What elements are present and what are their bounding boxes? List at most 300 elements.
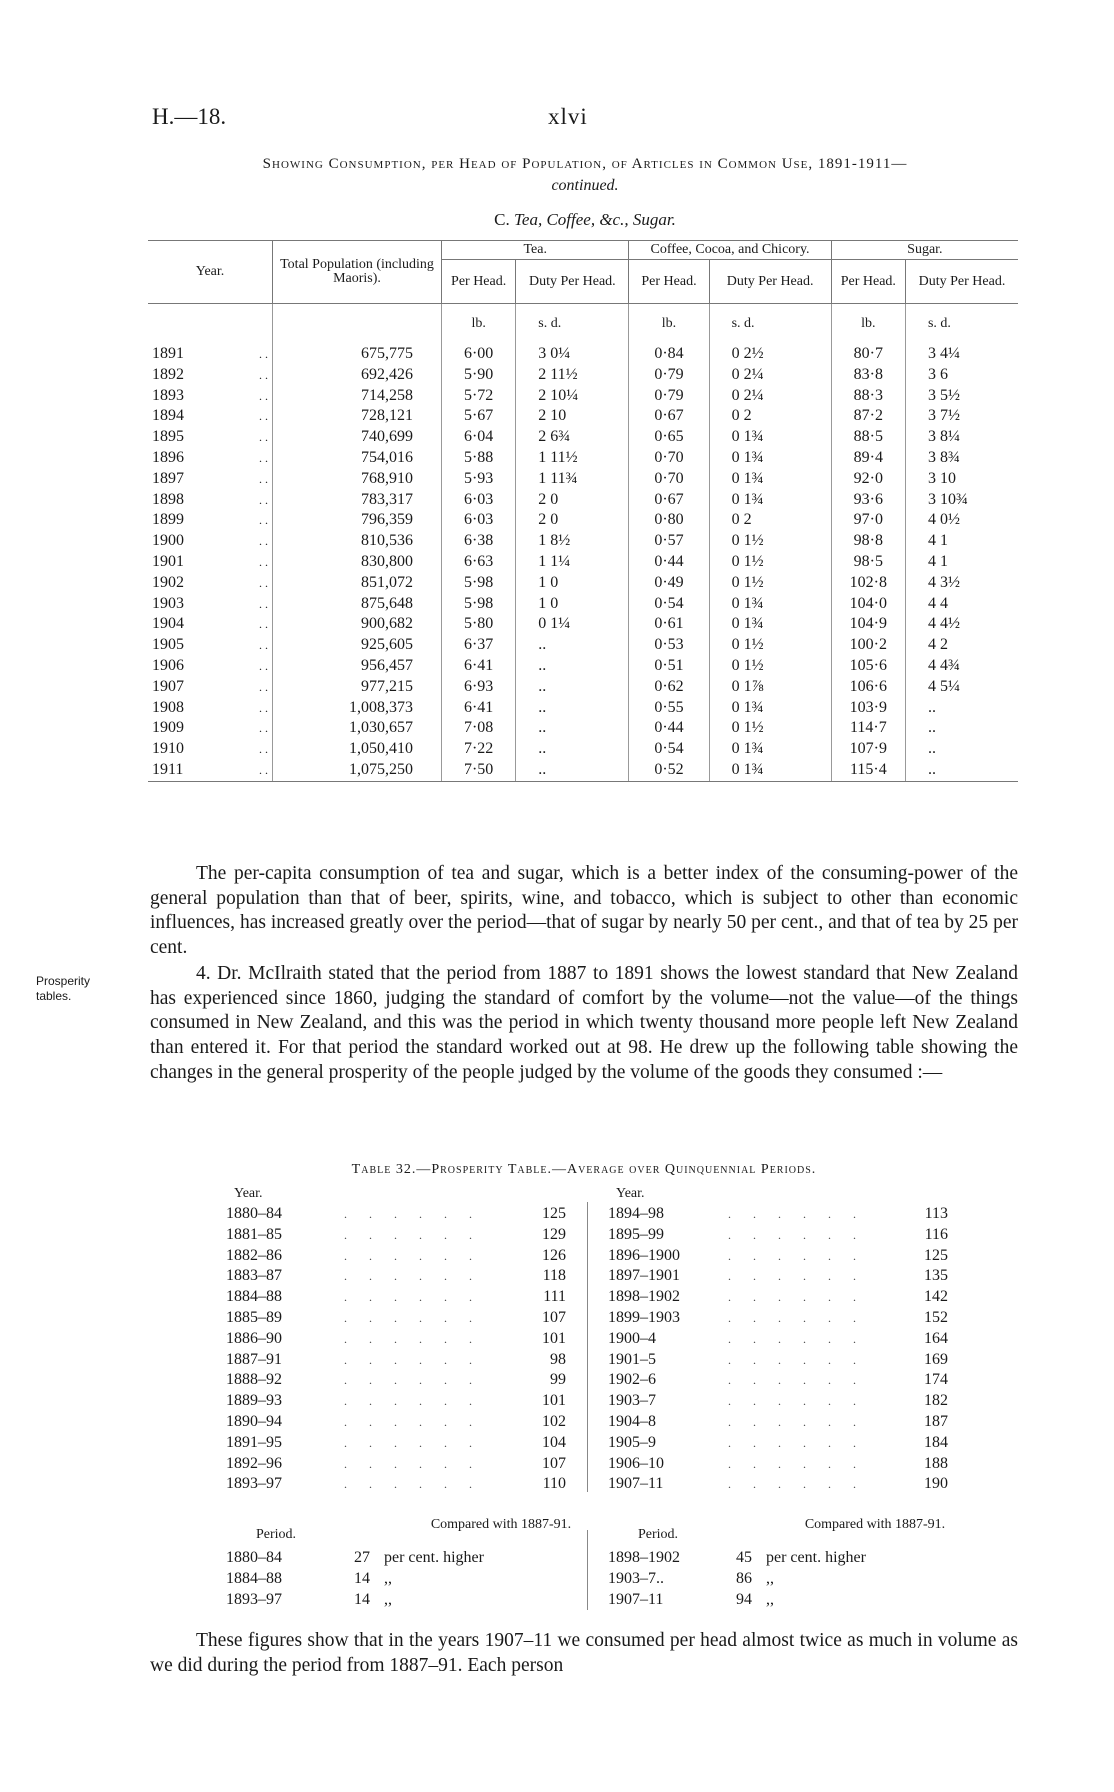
- prosperity-value: 125: [924, 1246, 948, 1264]
- row-sugar-per-head: 104·9: [831, 614, 905, 635]
- row-tea-duty: 0 1¼: [516, 614, 629, 635]
- comparison-row: [226, 1590, 576, 1611]
- prosperity-period: 1893–97: [226, 1475, 282, 1493]
- row-sugar-duty: 3 4¼: [905, 344, 1018, 365]
- consumption-table: [148, 240, 1018, 782]
- prosperity-value: 98: [550, 1350, 566, 1368]
- row-sugar-duty: 3 5½: [905, 386, 1018, 407]
- row-coffee-per-head: 0·55: [629, 698, 709, 719]
- row-leader-dots: . .: [259, 388, 268, 403]
- prosperity-period: 1905–9: [608, 1433, 656, 1451]
- table-subtitle-prefix: C.: [494, 210, 510, 229]
- prosperity-period: 1901–5: [608, 1350, 656, 1368]
- row-tea-per-head: 7·50: [442, 760, 516, 781]
- prosperity-period: 1892–96: [226, 1454, 282, 1472]
- row-tea-duty: 1 8½: [516, 531, 629, 552]
- row-year: 1903: [152, 594, 184, 612]
- prosperity-row: [608, 1204, 948, 1225]
- prosperity-leader-dots: ......: [728, 1207, 878, 1221]
- comparison-period: 1880–84: [226, 1549, 282, 1566]
- prosperity-row: [226, 1287, 566, 1308]
- row-year: 1904: [152, 615, 184, 633]
- comparison-row: [226, 1569, 576, 1590]
- comparison-note: ,,: [384, 1569, 392, 1587]
- prosperity-row: [608, 1266, 948, 1287]
- row-sugar-duty: ..: [905, 718, 1018, 739]
- prosperity-period: 1896–1900: [608, 1246, 680, 1264]
- prosperity-value: 104: [542, 1433, 566, 1451]
- row-year: 1909: [152, 719, 184, 737]
- row-coffee-duty: 0 1¾: [709, 427, 831, 448]
- prosperity-period: 1885–89: [226, 1308, 282, 1326]
- prosperity-row: [226, 1412, 566, 1433]
- table-row: [148, 427, 1018, 448]
- paragraph-3: These figures show that in the years 1907–11 we consumed per head almost twice as much in volume as we did during the period from 1887–91. Each person: [150, 1630, 1018, 1676]
- prosperity-row: [226, 1474, 566, 1495]
- prosperity-period: 1890–94: [226, 1412, 282, 1430]
- prosperity-row: [608, 1433, 948, 1454]
- prosperity-period: 1907–11: [608, 1475, 664, 1493]
- row-sugar-duty: 3 10: [905, 469, 1018, 490]
- row-tea-per-head: 6·41: [442, 698, 516, 719]
- row-tea-duty: 2 11½: [516, 365, 629, 386]
- row-tea-per-head: 6·03: [442, 510, 516, 531]
- table-row: [148, 698, 1018, 719]
- row-sugar-duty: 3 8¾: [905, 448, 1018, 469]
- consumption-table-body: [148, 304, 1018, 782]
- prosperity-value: 126: [542, 1246, 566, 1264]
- prosperity-row: [226, 1433, 566, 1454]
- table-row: [148, 635, 1018, 656]
- row-coffee-per-head: 0·70: [629, 469, 709, 490]
- prosperity-row: [608, 1287, 948, 1308]
- prosperity-row: [226, 1225, 566, 1246]
- row-sugar-per-head: 97·0: [831, 510, 905, 531]
- table-row: [148, 469, 1018, 490]
- row-sugar-per-head: 92·0: [831, 469, 905, 490]
- prosperity-period: 1883–87: [226, 1267, 282, 1285]
- prosperity-value: 113: [924, 1205, 948, 1222]
- row-year: 1900: [152, 532, 184, 550]
- prosperity-period: 1906–10: [608, 1454, 664, 1472]
- row-year: 1906: [152, 656, 184, 674]
- row-population: 768,910: [273, 469, 442, 490]
- units-row: [148, 304, 1018, 345]
- row-tea-per-head: 6·04: [442, 427, 516, 448]
- row-coffee-per-head: 0·67: [629, 406, 709, 427]
- prosperity-table-title: Table 32.—Prosperity Table.—Average over Quinquennial Periods.: [351, 1162, 817, 1177]
- comparison-row: [608, 1548, 958, 1569]
- row-sugar-per-head: 107·9: [831, 739, 905, 760]
- row-sugar-duty: ..: [905, 760, 1018, 781]
- row-sugar-duty: 4 0½: [905, 510, 1018, 531]
- row-tea-duty: ..: [516, 739, 629, 760]
- prosperity-leader-dots: ......: [728, 1456, 878, 1471]
- prosperity-divider: [587, 1202, 588, 1492]
- row-coffee-duty: 0 1¾: [709, 448, 831, 469]
- row-leader-dots: . .: [259, 450, 268, 465]
- row-population: 728,121: [273, 406, 442, 427]
- row-tea-duty: 1 1¼: [516, 552, 629, 573]
- prosperity-leader-dots: ......: [728, 1352, 878, 1367]
- prosperity-leader-dots: ......: [344, 1435, 494, 1450]
- comparison-row: [608, 1590, 958, 1611]
- table-row: [148, 490, 1018, 511]
- prosperity-period: 1895–99: [608, 1225, 664, 1243]
- row-sugar-duty: 4 2: [905, 635, 1018, 656]
- prosperity-period: 1900–4: [608, 1329, 656, 1347]
- row-year: 1894: [152, 407, 184, 425]
- paragraph-1: The per-capita consumption of tea and sugar, which is a better index of the consuming-power of the general population than that of beer, spirits, wine, and tobacco, which is subject to other than economic influences, has increased greatly over the period—that of sugar by nearly 50 per cent., and that of tea by 25 per cent.: [150, 863, 1018, 959]
- row-coffee-per-head: 0·51: [629, 656, 709, 677]
- row-population: 830,800: [273, 552, 442, 573]
- prosperity-row: [226, 1370, 566, 1391]
- row-sugar-per-head: 93·6: [831, 490, 905, 511]
- row-population: 1,050,410: [273, 739, 442, 760]
- prosperity-value: 184: [924, 1433, 948, 1451]
- row-coffee-per-head: 0·61: [629, 614, 709, 635]
- prosperity-period: 1887–91: [226, 1350, 282, 1368]
- col-tea-header: Tea.: [442, 241, 629, 260]
- row-population: 675,775: [273, 344, 442, 365]
- row-year: 1901: [152, 552, 184, 570]
- row-tea-duty: 2 10¼: [516, 386, 629, 407]
- row-tea-duty: 1 11¾: [516, 469, 629, 490]
- coffee-duty-unit: s. d.: [709, 304, 831, 345]
- row-tea-per-head: 6·03: [442, 490, 516, 511]
- row-population: 851,072: [273, 573, 442, 594]
- prosperity-period: 1899–1903: [608, 1308, 680, 1326]
- row-coffee-duty: 0 2: [709, 510, 831, 531]
- row-sugar-per-head: 102·8: [831, 573, 905, 594]
- comparison-period: 1893–97: [226, 1590, 282, 1608]
- comparison-left-period-header: Period.: [255, 1527, 297, 1542]
- row-population: 956,457: [273, 656, 442, 677]
- prosperity-leader-dots: ......: [728, 1290, 878, 1305]
- row-leader-dots: . .: [226, 760, 273, 781]
- row-population: 925,605: [273, 635, 442, 656]
- paragraph-mcilraith: [150, 962, 1018, 1086]
- prosperity-row: [608, 1225, 948, 1246]
- comparison-right-compared-header: Compared with 1887-91.: [804, 1517, 946, 1532]
- prosperity-row: [608, 1308, 948, 1329]
- row-sugar-duty: 3 6: [905, 365, 1018, 386]
- coffee-unit: lb.: [629, 304, 709, 345]
- row-sugar-per-head: 80·7: [831, 344, 905, 365]
- row-sugar-duty: 3 10¾: [905, 490, 1018, 511]
- row-sugar-per-head: 106·6: [831, 677, 905, 698]
- prosperity-row: [226, 1391, 566, 1412]
- row-tea-duty: 1 0: [516, 594, 629, 615]
- prosperity-value: 110: [542, 1475, 566, 1493]
- tea-duty-unit: s. d.: [516, 304, 629, 345]
- prosperity-leader-dots: ......: [728, 1331, 878, 1346]
- table-row: [148, 594, 1018, 615]
- prosperity-value: 102: [542, 1412, 566, 1430]
- prosperity-row: [608, 1350, 948, 1371]
- row-coffee-duty: 0 1½: [709, 552, 831, 573]
- row-sugar-duty: 4 1: [905, 552, 1018, 573]
- prosperity-leader-dots: ......: [344, 1331, 494, 1346]
- prosperity-period: 1880–84: [226, 1205, 282, 1222]
- row-coffee-duty: 0 2¼: [709, 365, 831, 386]
- row-tea-per-head: 5·90: [442, 365, 516, 386]
- comparison-value: 14: [354, 1590, 370, 1608]
- prosperity-value: 187: [924, 1412, 948, 1430]
- row-sugar-duty: 4 1: [905, 531, 1018, 552]
- prosperity-value: 107: [542, 1454, 566, 1472]
- margin-note: Prosperity tables.: [36, 974, 91, 1003]
- row-year: 1910: [152, 740, 184, 758]
- prosperity-leader-dots: ......: [344, 1373, 494, 1388]
- table-row: [148, 656, 1018, 677]
- row-coffee-duty: 0 1½: [709, 573, 831, 594]
- row-sugar-per-head: 104·0: [831, 594, 905, 615]
- col-sugar-header: Sugar.: [831, 241, 1018, 260]
- row-coffee-duty: 0 1¾: [709, 594, 831, 615]
- row-coffee-per-head: 0·54: [629, 594, 709, 615]
- row-sugar-per-head: 89·4: [831, 448, 905, 469]
- row-leader-dots: . .: [259, 721, 268, 736]
- prosperity-leader-dots: ......: [344, 1290, 494, 1305]
- prosperity-value: 188: [924, 1454, 948, 1472]
- row-tea-per-head: 6·93: [442, 677, 516, 698]
- prosperity-value: 164: [924, 1329, 948, 1347]
- prosperity-period: 1888–92: [226, 1371, 282, 1389]
- row-coffee-per-head: 0·84: [629, 344, 709, 365]
- prosperity-row: [608, 1412, 948, 1433]
- table-row: [148, 677, 1018, 698]
- row-coffee-per-head: 0·62: [629, 677, 709, 698]
- row-year: 1891: [152, 345, 184, 362]
- row-coffee-duty: 0 1¾: [709, 490, 831, 511]
- row-leader-dots: . .: [259, 679, 268, 694]
- prosperity-leader-dots: ......: [344, 1207, 494, 1221]
- prosperity-leader-dots: ......: [344, 1310, 494, 1325]
- prosperity-row: [226, 1204, 566, 1225]
- row-sugar-per-head: 114·7: [831, 718, 905, 739]
- comparison-right-period-header: Period.: [637, 1527, 679, 1542]
- table-row: [148, 365, 1018, 386]
- row-leader-dots: . .: [259, 638, 268, 653]
- row-coffee-per-head: 0·54: [629, 739, 709, 760]
- prosperity-period: 1886–90: [226, 1329, 282, 1347]
- prosperity-leader-dots: ......: [344, 1352, 494, 1367]
- row-tea-duty: ..: [516, 656, 629, 677]
- row-coffee-per-head: 0·44: [629, 552, 709, 573]
- row-leader-dots: . .: [259, 554, 268, 569]
- row-sugar-per-head: 98·5: [831, 552, 905, 573]
- row-population: 1,030,657: [273, 718, 442, 739]
- prosperity-leader-dots: ......: [344, 1456, 494, 1471]
- row-coffee-duty: 0 1¾: [709, 469, 831, 490]
- row-coffee-per-head: 0·57: [629, 531, 709, 552]
- row-tea-per-head: 5·93: [442, 469, 516, 490]
- row-tea-per-head: 7·08: [442, 718, 516, 739]
- row-coffee-duty: 0 1⅞: [709, 677, 831, 698]
- coffee-per-head-header: Per Head.: [629, 260, 709, 304]
- row-tea-duty: 2 0: [516, 490, 629, 511]
- prosperity-right-year-header: Year.: [616, 1186, 645, 1201]
- row-tea-per-head: 5·88: [442, 448, 516, 469]
- row-leader-dots: . .: [259, 471, 268, 486]
- prosperity-row: [226, 1350, 566, 1371]
- comparison-row: [226, 1548, 576, 1569]
- prosperity-value: 107: [542, 1308, 566, 1326]
- paragraph-2: 4. Dr. McIlraith stated that the period from 1887 to 1891 shows the lowest standard that New Zealand has experienced since 1860, judging the standard of comfort by the volume—not the value—of the things consumed in New Zealand, and this was the period in which twenty thousand more people left New Zealand than entered it. For that period the standard worked out at 98. He drew up the following table showing the changes in the general prosperity of the people judged by the volume of the goods they consumed :—: [150, 963, 1018, 1083]
- row-leader-dots: . .: [259, 742, 268, 757]
- row-year: 1902: [152, 573, 184, 591]
- comparison-note: per cent. higher: [384, 1549, 484, 1566]
- row-sugar-per-head: 83·8: [831, 365, 905, 386]
- comparison-value: 45: [736, 1549, 752, 1566]
- prosperity-leader-dots: ......: [728, 1227, 878, 1242]
- row-coffee-per-head: 0·80: [629, 510, 709, 531]
- row-population: 692,426: [273, 365, 442, 386]
- coffee-duty-header: Duty Per Head.: [709, 260, 831, 304]
- row-tea-per-head: 6·38: [442, 531, 516, 552]
- row-tea-per-head: 5·72: [442, 386, 516, 407]
- row-tea-duty: 2 6¾: [516, 427, 629, 448]
- prosperity-left-year-header: Year.: [234, 1186, 263, 1201]
- prosperity-row: [226, 1266, 566, 1287]
- row-leader-dots: . .: [259, 430, 268, 445]
- table-row: [148, 406, 1018, 427]
- row-coffee-duty: 0 2½: [709, 344, 831, 365]
- prosperity-row: [608, 1474, 948, 1495]
- row-sugar-duty: 3 7½: [905, 406, 1018, 427]
- row-year: 1911: [148, 760, 226, 781]
- prosperity-right-column: [608, 1186, 948, 1495]
- comparison-period: 1903–7..: [608, 1569, 664, 1587]
- comparison-note: ,,: [766, 1590, 774, 1608]
- row-sugar-per-head: 88·3: [831, 386, 905, 407]
- row-coffee-per-head: 0·44: [629, 718, 709, 739]
- row-tea-duty: ..: [516, 698, 629, 719]
- row-leader-dots: . .: [259, 409, 268, 424]
- prosperity-leader-dots: ......: [728, 1269, 878, 1284]
- prosperity-leader-dots: ......: [344, 1394, 494, 1409]
- row-sugar-duty: 4 4: [905, 594, 1018, 615]
- prosperity-leader-dots: ......: [344, 1248, 494, 1263]
- prosperity-row: [608, 1370, 948, 1391]
- row-year: 1899: [152, 511, 184, 529]
- col-coffee-header: Coffee, Cocoa, and Chicory.: [629, 241, 831, 260]
- sugar-duty-header: Duty Per Head.: [905, 260, 1018, 304]
- row-population: 783,317: [273, 490, 442, 511]
- prosperity-value: 101: [542, 1329, 566, 1347]
- row-tea-per-head: 5·98: [442, 594, 516, 615]
- table-row: [148, 531, 1018, 552]
- paragraph-final: [150, 1628, 1018, 1678]
- row-leader-dots: . .: [259, 596, 268, 611]
- prosperity-value: 182: [924, 1392, 948, 1410]
- table-row: [148, 760, 1018, 781]
- row-leader-dots: . .: [259, 347, 268, 361]
- row-population: 977,215: [273, 677, 442, 698]
- row-tea-duty: ..: [516, 760, 629, 781]
- row-population: 900,682: [273, 614, 442, 635]
- row-coffee-duty: 0 1¾: [709, 739, 831, 760]
- row-coffee-per-head: 0·67: [629, 490, 709, 511]
- prosperity-value: 99: [550, 1371, 566, 1389]
- prosperity-leader-dots: ......: [728, 1414, 878, 1429]
- row-population: 810,536: [273, 531, 442, 552]
- row-coffee-per-head: 0·49: [629, 573, 709, 594]
- row-coffee-duty: 0 2: [709, 406, 831, 427]
- comparison-note: per cent. higher: [766, 1549, 866, 1566]
- prosperity-value: 174: [924, 1371, 948, 1389]
- row-coffee-per-head: 0·70: [629, 448, 709, 469]
- comparison-right: [608, 1548, 958, 1610]
- prosperity-value: 142: [924, 1288, 948, 1306]
- row-tea-per-head: 5·80: [442, 614, 516, 635]
- row-year: 1905: [152, 636, 184, 654]
- prosperity-value: 101: [542, 1392, 566, 1410]
- comparison-period: 1907–11: [608, 1590, 664, 1608]
- table-row: [148, 614, 1018, 635]
- prosperity-period: 1898–1902: [608, 1288, 680, 1306]
- prosperity-value: 118: [542, 1267, 566, 1285]
- prosperity-value: 152: [924, 1308, 948, 1326]
- comparison-period: 1898–1902: [608, 1549, 680, 1566]
- page-number: xlvi: [548, 104, 588, 129]
- row-sugar-per-head: 103·9: [831, 698, 905, 719]
- row-coffee-duty: 0 1¾: [709, 760, 831, 781]
- row-leader-dots: . .: [259, 658, 268, 673]
- comparison-left-compared-header: Compared with 1887-91.: [430, 1517, 572, 1532]
- prosperity-value: 116: [924, 1225, 948, 1243]
- prosperity-leader-dots: ......: [728, 1435, 878, 1450]
- table-title: Showing Consumption, per Head of Population, of Articles in Common Use, 1891-1911—: [262, 156, 908, 172]
- row-year: 1907: [152, 677, 184, 695]
- row-sugar-duty: ..: [905, 739, 1018, 760]
- prosperity-period: 1891–95: [226, 1433, 282, 1451]
- row-population: 796,359: [273, 510, 442, 531]
- row-year: 1908: [152, 698, 184, 716]
- row-coffee-per-head: 0·79: [629, 365, 709, 386]
- row-coffee-duty: 0 1½: [709, 635, 831, 656]
- prosperity-row: [226, 1246, 566, 1267]
- row-population: 875,648: [273, 594, 442, 615]
- row-sugar-duty: 4 3½: [905, 573, 1018, 594]
- table-row: [148, 448, 1018, 469]
- prosperity-period: 1889–93: [226, 1392, 282, 1410]
- comparison-value: 94: [736, 1590, 752, 1608]
- row-sugar-duty: 4 4½: [905, 614, 1018, 635]
- prosperity-period: 1882–86: [226, 1246, 282, 1264]
- row-coffee-duty: 0 1½: [709, 718, 831, 739]
- table-row: [148, 573, 1018, 594]
- row-tea-per-head: 5·67: [442, 406, 516, 427]
- row-coffee-per-head: 0·53: [629, 635, 709, 656]
- row-population: 1,075,250: [273, 760, 442, 781]
- comparison-period: 1884–88: [226, 1569, 282, 1587]
- col-year-header: Year.: [148, 241, 273, 304]
- comparison-divider: [587, 1530, 588, 1610]
- prosperity-row: [608, 1454, 948, 1475]
- row-tea-duty: ..: [516, 635, 629, 656]
- row-leader-dots: . .: [259, 575, 268, 590]
- table-subtitle-text: Tea, Coffee, &c., Sugar.: [514, 210, 676, 229]
- prosperity-period: 1903–7: [608, 1392, 656, 1410]
- row-coffee-duty: 0 1¾: [709, 614, 831, 635]
- row-coffee-per-head: 0·65: [629, 427, 709, 448]
- row-tea-per-head: 5·98: [442, 573, 516, 594]
- prosperity-period: 1904–8: [608, 1412, 656, 1430]
- table-row: [148, 344, 1018, 365]
- row-sugar-per-head: 100·2: [831, 635, 905, 656]
